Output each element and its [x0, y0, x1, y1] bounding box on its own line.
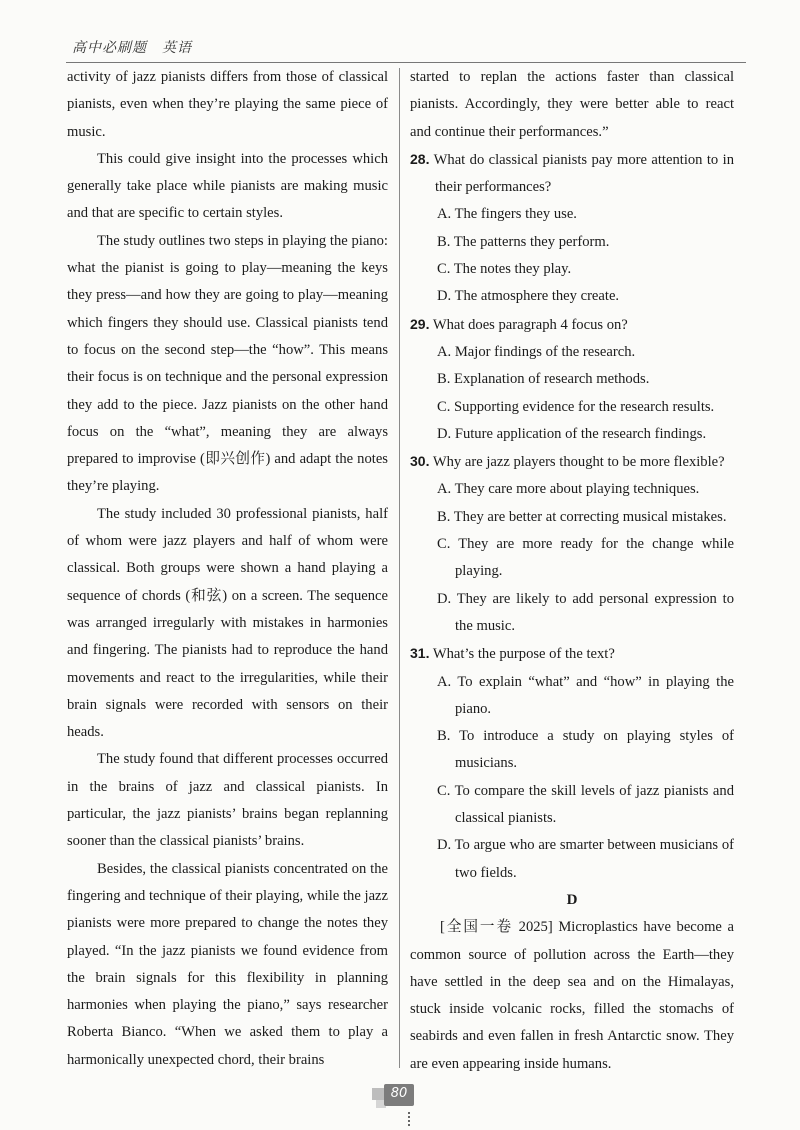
question-29	[410, 311, 734, 448]
answer-option: C. Supporting evidence for the research results.	[437, 398, 715, 415]
answer-option: B. The patterns they perform.	[437, 233, 610, 250]
answer-option: A. The fingers they use.	[437, 206, 577, 223]
section-intro-paragraph: [全国一卷 2025] Microplastics have become a common source of pollution across the Earth—they have settled in the deep sea and on the Himalayas, stuck inside volcanic rocks, filled the stomachs of seabirds and even fallen in fresh Antarctic snow. They are even appearing inside humans.	[410, 919, 734, 1072]
page-header	[66, 34, 746, 63]
header-title: 高中必刷题 英语	[72, 40, 192, 56]
paragraph: Besides, the classical pianists concentrated on the fingering and technique of their playing, while the jazz pianists were more prepared to change the notes they played. “In the jazz pianists we found evidence from the brain signals for this flexibility in planning harmonies when playing the piano,” says researcher Roberta Bianco. “When we asked them to play a harmonically unexpected chord, their brains	[67, 860, 388, 1068]
question-28	[410, 146, 734, 311]
answer-option: C. The notes they play.	[437, 261, 572, 278]
question-stem: What do classical pianists pay more attention to in their performances?	[433, 151, 734, 196]
question-number: 28.	[410, 150, 430, 167]
question-number: 31.	[410, 645, 430, 662]
paragraph: The study included 30 professional pianists, half of whom were jazz players and half of whom were classical. Both groups were shown a hand playing a sequence of chords (和弦) on a screen. The sequence was arranged irregularly with mistakes in harmonies and fingering. The pianists had to reproduce the hand movements and react to the irregularities, while their brain signals were recorded with sensors on their heads.	[67, 505, 388, 741]
answer-option: C. To compare the skill levels of jazz pianists and classical pianists.	[437, 782, 734, 827]
question-30	[410, 448, 734, 640]
badge-dots	[408, 1112, 413, 1126]
answer-option: D. Future application of the research findings.	[437, 425, 707, 442]
answer-option: B. To introduce a study on playing styles of musicians.	[437, 728, 734, 772]
question-31	[410, 640, 734, 887]
page-number-badge	[372, 1084, 414, 1108]
continuation-paragraph: started to replan the actions faster than classical pianists. Accordingly, they were better able to react and continue their performances.”	[410, 69, 734, 140]
paragraph: activity of jazz pianists differs from those of classical pianists, even when they’re playing the same piece of music.	[67, 69, 388, 140]
answer-option: D. They are likely to add personal expression to the music.	[437, 590, 734, 634]
paragraph: The study outlines two steps in playing the piano: what the pianist is going to play—meaning the keys they press—and how they are going to play—meaning which fingers they should use. Classical pianists tend to focus on the second step—the “how”. This means their focus is on technique and the personal expression they add to the piece. Jazz pianists on the other hand focus on the “what”, meaning they are always prepared to improvise (即兴创作) and adapt the notes they’re playing.	[67, 232, 388, 495]
answer-option: D. To argue who are smarter between musicians of two fields.	[437, 837, 734, 881]
paragraph: The study found that different processes occurred in the brains of jazz and classical pianists. In particular, the jazz pianists’ brains began replanning sooner than the classical pianists’ brains.	[67, 751, 388, 850]
question-stem: Why are jazz players thought to be more flexible?	[432, 454, 725, 471]
answer-option: D. The atmosphere they create.	[437, 288, 620, 305]
answer-option: B. Explanation of research methods.	[437, 371, 650, 388]
answer-option: A. To explain “what” and “how” in playing the piano.	[437, 673, 734, 717]
question-number: 30.	[410, 453, 430, 470]
answer-option: B. They are better at correcting musical mistakes.	[437, 508, 727, 525]
badge-decoration	[372, 1088, 384, 1100]
answer-option: C. They are more ready for the change while playing.	[437, 536, 734, 580]
question-stem: What’s the purpose of the text?	[432, 646, 615, 663]
paragraph: This could give insight into the processes which generally take place while pianists are making music and that are specific to certain styles.	[67, 150, 388, 222]
question-number: 29.	[410, 315, 430, 332]
answer-option: A. Major findings of the research.	[437, 343, 636, 360]
question-stem: What does paragraph 4 focus on?	[432, 316, 628, 333]
page-number: 80	[390, 1086, 408, 1101]
answer-option: A. They care more about playing techniques.	[437, 481, 700, 498]
left-column	[67, 64, 388, 1074]
right-column	[410, 64, 734, 1078]
column-divider	[399, 68, 400, 1068]
section-heading: D	[566, 891, 578, 908]
